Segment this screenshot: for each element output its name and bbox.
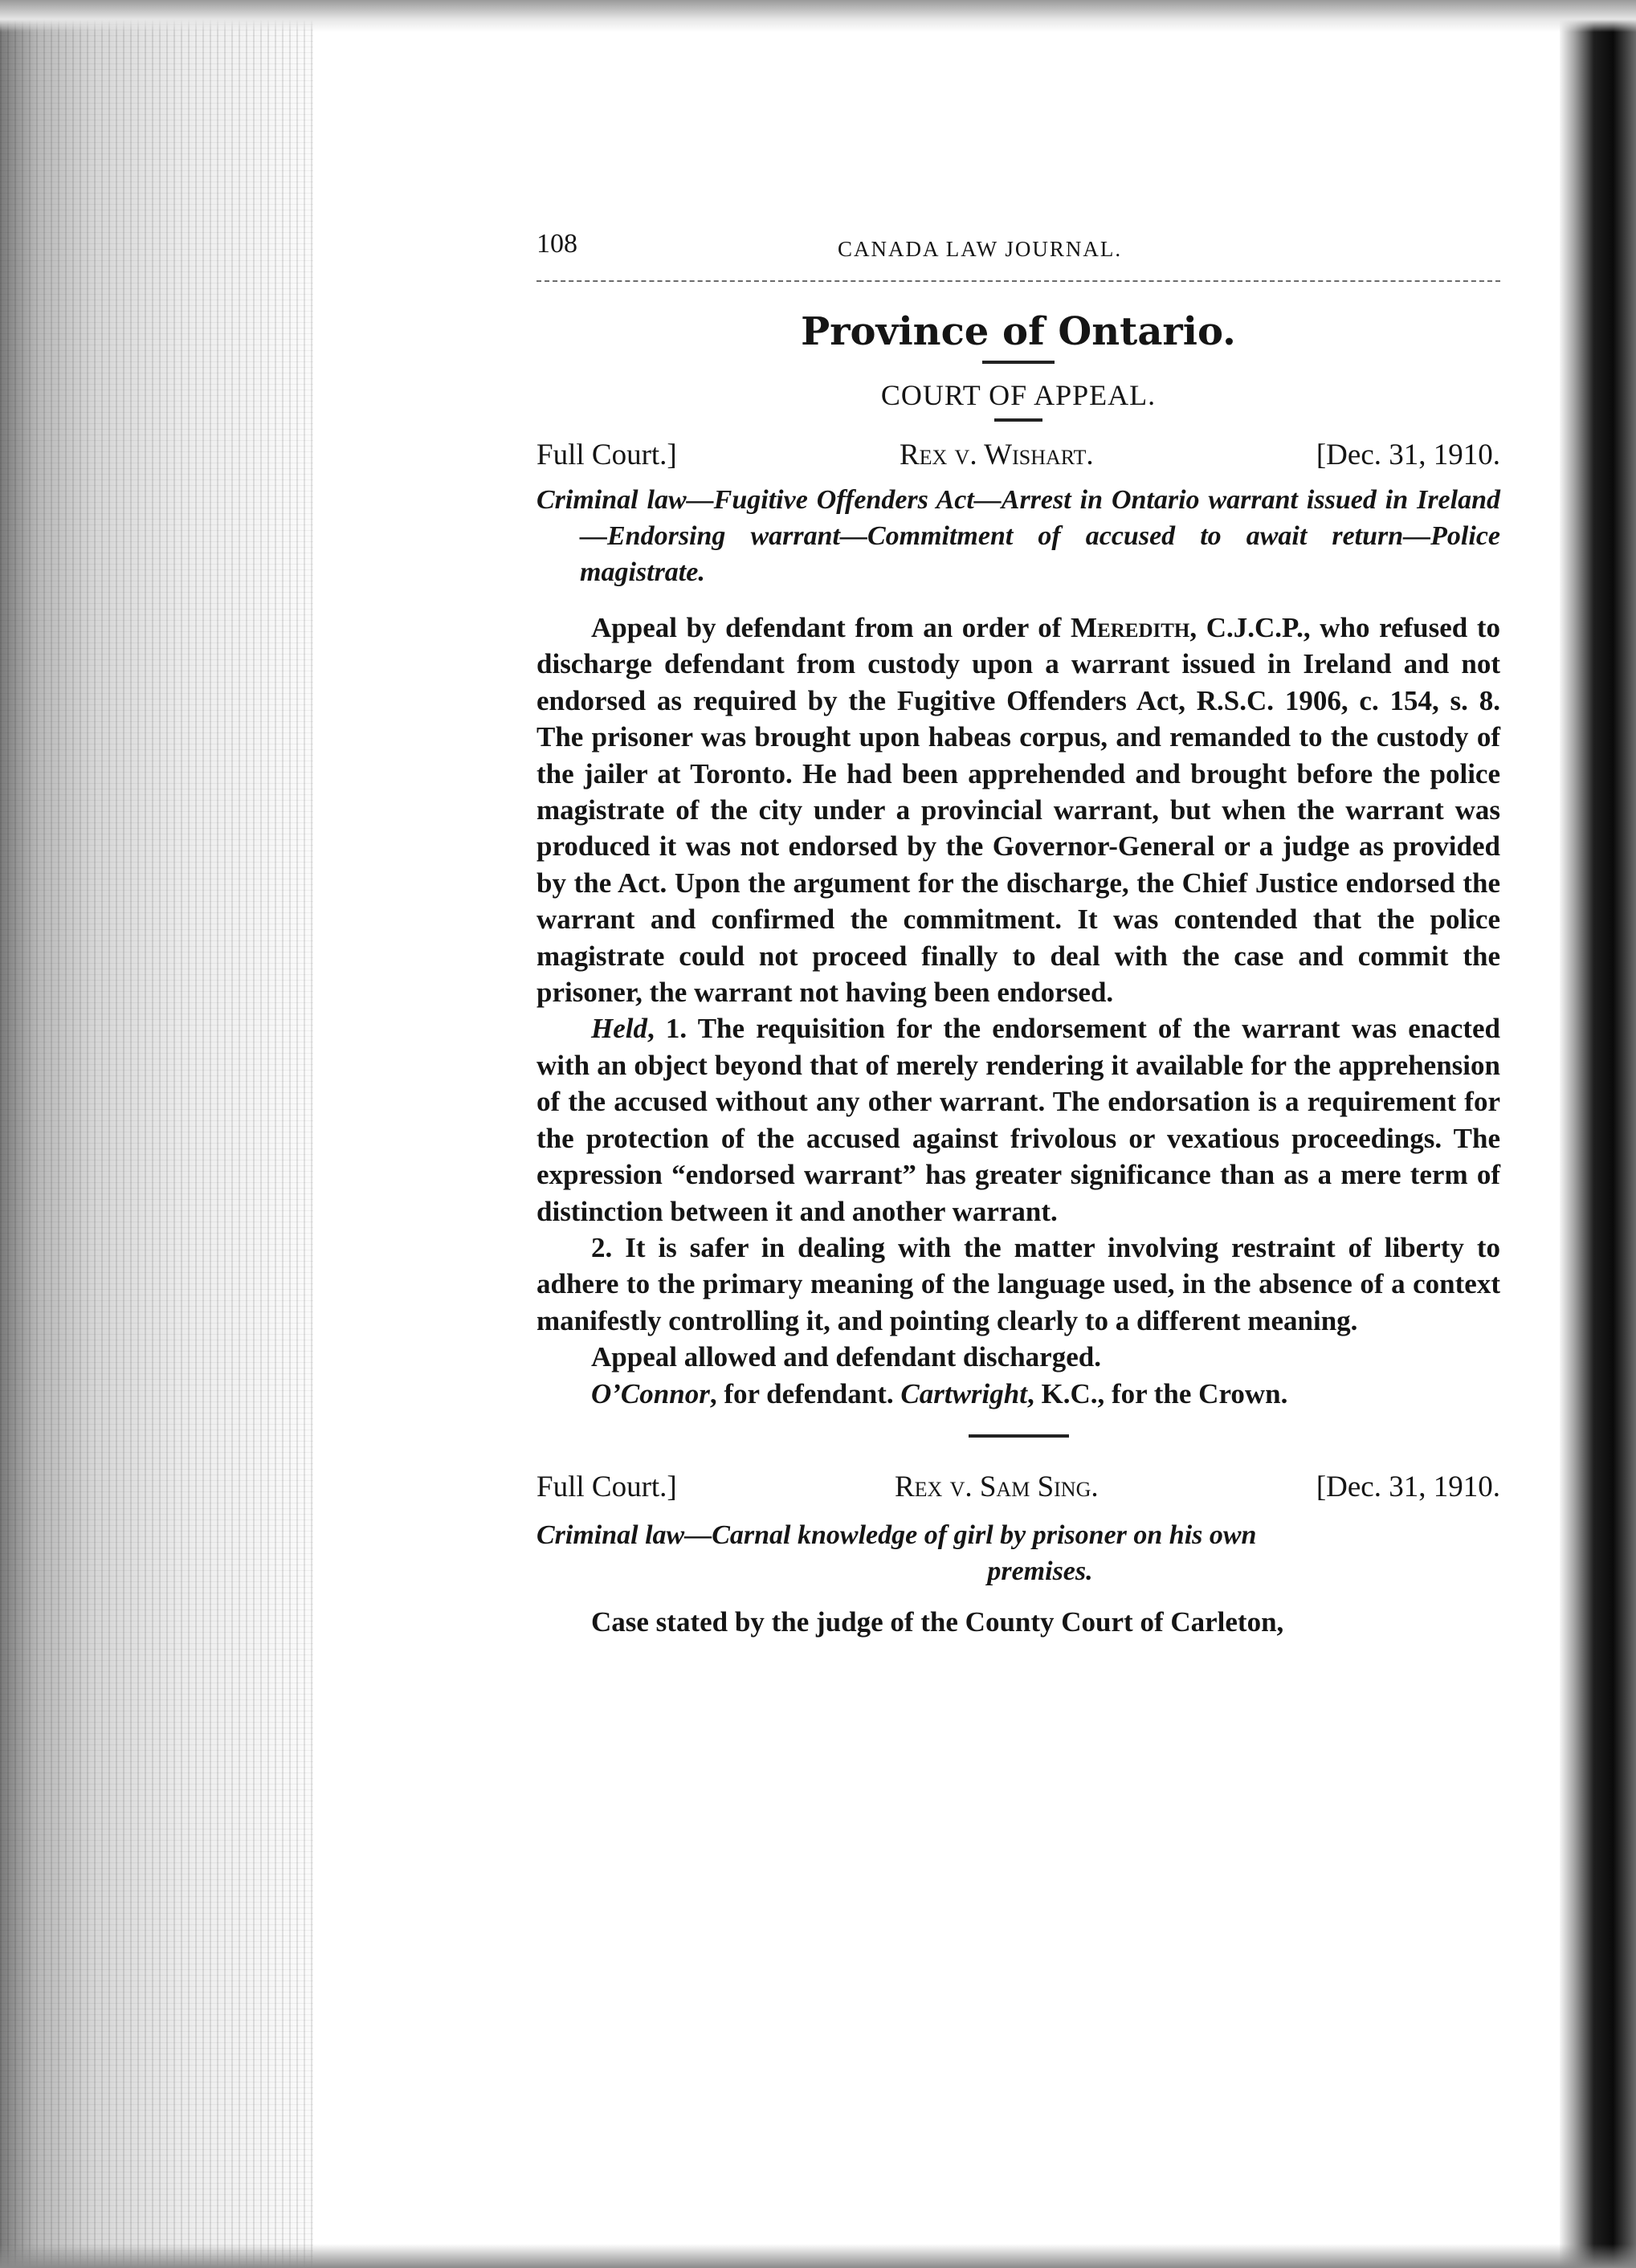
case-date: [Dec. 31, 1910. <box>1316 1470 1500 1503</box>
paragraph-text: , C.J.C.P., who refused to discharge defendant from custody upon a warrant issued in Ireland and not endorsed as required by the Fugitive Offenders Act, R.S.C. 1906, c. 154, s. 8. The prisoner was brought upon habeas corpus, and remanded to the custody of the jailer at Toronto. He had been apprehended and brought before the police magistrate of the city under a provincial warrant, but when the warrant was produced it was not endorsed by the Governor-General or a judge as provided by the Act. Upon the argument for the discharge, the Chief Justice endorsed the warrant and confirmed the commitment. It was contended that the police magistrate could not proceed finally to deal with the case and commit the prisoner, the warrant not having been endorsed. <box>536 612 1500 1009</box>
case-court: Full Court.] <box>536 439 677 471</box>
province-heading: Province of Ontario. <box>801 309 1236 354</box>
case-paragraph <box>536 610 1500 1010</box>
counsel-line <box>536 1376 1500 1412</box>
case-headnote: Criminal law—Fugitive Offenders Act—Arrest in Ontario warrant issued in Ireland—Endorsing warrant—Commitment of accused to await return—Police magistrate. <box>536 485 1500 587</box>
scan-shadow-top <box>0 0 1636 32</box>
held-label: Held <box>591 1013 647 1045</box>
scan-shadow-bottom <box>0 2244 1636 2268</box>
case-court: Full Court.] <box>536 1470 677 1503</box>
case-name: Rex v. Sam Sing. <box>894 1470 1099 1503</box>
held-paragraph <box>536 1010 1500 1229</box>
paragraph-text: Appeal by defendant from an order of <box>591 612 1071 643</box>
journal-page <box>536 229 1500 1640</box>
headnote-text: Criminal law—Carnal knowledge of girl by prisoner on his own <box>536 1519 1257 1550</box>
case-result: Appeal allowed and defendant discharged. <box>591 1341 1101 1373</box>
court-heading: COURT OF APPEAL. <box>880 379 1157 411</box>
crown-counsel: Cartwright <box>900 1377 1027 1409</box>
heading-rule <box>982 361 1055 364</box>
judge-name: Meredith <box>1071 612 1190 643</box>
scan-shadow-left <box>0 0 313 2268</box>
page-number: 108 <box>536 229 577 259</box>
case-headnote <box>536 1517 1500 1589</box>
case-title-line <box>536 438 1500 472</box>
scan-shadow-right <box>1560 0 1636 2268</box>
case-name: Rex v. Wishart. <box>899 439 1094 471</box>
journal-title: CANADA LAW JOURNAL. <box>838 237 1123 261</box>
held-text: , 1. The requisition for the endorsement of the warrant was enacted with an object beyond that of merely rendering it available for the apprehension of the accused without any other warrant. The endorsation is a requirement for the protection of the accused against frivolous or vexatious proceedings. The expression “endorsed warrant” has greater significance than as a mere term of distinction between it and another warrant. <box>536 1013 1500 1227</box>
case-paragraph: Case stated by the judge of the County Court of Carleton, <box>591 1605 1284 1638</box>
court-rule <box>994 418 1042 422</box>
page-header <box>536 229 1500 269</box>
case-title-line <box>536 1470 1500 1504</box>
headnote-text: premises. <box>987 1556 1093 1586</box>
header-rule <box>536 280 1500 282</box>
case-separator <box>969 1434 1069 1438</box>
counsel-role: , K.C., for the Crown. <box>1026 1377 1288 1409</box>
held-point-2: 2. It is safer in dealing with the matter involving restraint of liberty to adhere to the primary meaning of the language used, in the absence of a context manifestly controlling it, and pointing clearly to a different meaning. <box>536 1231 1500 1336</box>
case-date: [Dec. 31, 1910. <box>1316 439 1500 471</box>
counsel-role: , for defendant. <box>709 1377 901 1409</box>
defence-counsel: O’Connor <box>591 1377 710 1409</box>
